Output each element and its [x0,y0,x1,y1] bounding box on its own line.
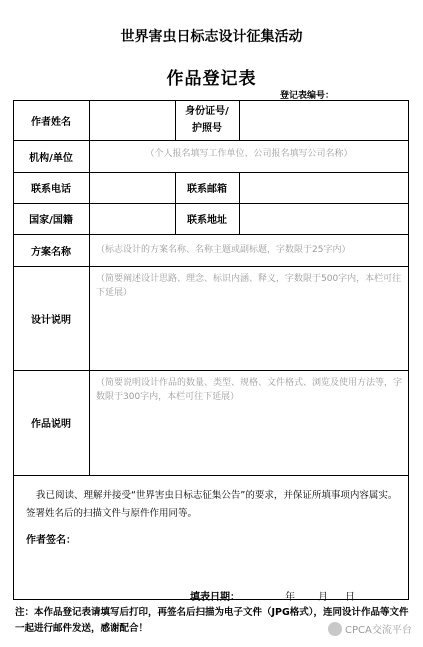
page-title: 世界害虫日标志设计征集活动 [120,29,303,45]
signature-field[interactable] [90,524,290,548]
nationality-field[interactable] [89,204,175,233]
date-month-label: 月 [318,592,328,603]
declaration-text: 我已阅读、理解并接受“世界害虫日标志征集公告”的要求，并保证所填事项内容属实。签署姓名后的扫描文件与原件作用同等。 [26,490,398,519]
date-day-label: 日 [345,592,355,603]
author-name-field[interactable] [89,101,175,139]
watermark-text: CPCA交流平台 [345,625,412,636]
nationality-label: 国家/国籍 [29,215,73,226]
work-description-label: 作品说明 [31,419,71,430]
registration-number-label: 登记表编号： [280,91,335,101]
signature-label: 作者签名： [26,535,76,546]
id-passport-field[interactable] [239,101,409,139]
id-passport-label [175,100,239,140]
email-field[interactable] [239,173,409,202]
form-title: 作品登记表 [166,69,257,89]
plan-name-label: 方案名称 [31,246,71,258]
phone-field[interactable] [89,173,175,202]
wechat-logo-icon [328,622,342,636]
organization-field[interactable]: （个人报名填写工作单位、公司报名填写公司名称） [145,149,353,159]
footer-note: 注：本作品登记表请填写后打印，再签名后扫描为电子文件（JPG格式），连同设计作品等文件一起进行邮件发送，感谢配合！ [15,607,409,634]
organization-label: 机构/单位 [29,152,73,164]
address-field[interactable] [239,204,409,233]
plan-name-field[interactable]: （标志设计的方案名称、名称主题或副标题，字数限于25字内） [96,245,351,255]
id-label-line1: 身份证号/ [185,106,229,117]
design-description-label: 设计说明 [31,314,71,326]
date-label: 填表日期： [190,592,240,603]
watermark [328,621,412,636]
phone-label: 联系电话 [31,184,71,195]
date-year-label: 年 [285,592,295,603]
row-divider [13,475,409,476]
id-label-line2: 护照号 [192,123,222,134]
work-description-field[interactable]: （简要说明设计作品的数量、类型、规格、文件格式、浏览及使用方法等，字数限于300字内，本栏可往下延展） [96,378,403,402]
design-description-field[interactable]: （简要阐述设计思路、理念、标识内涵、释义，字数限于500字内，本栏可往下延展） [96,274,402,298]
email-label: 联系邮箱 [187,184,227,195]
address-label: 联系地址 [187,215,227,226]
author-name-label: 作者姓名 [31,116,71,128]
